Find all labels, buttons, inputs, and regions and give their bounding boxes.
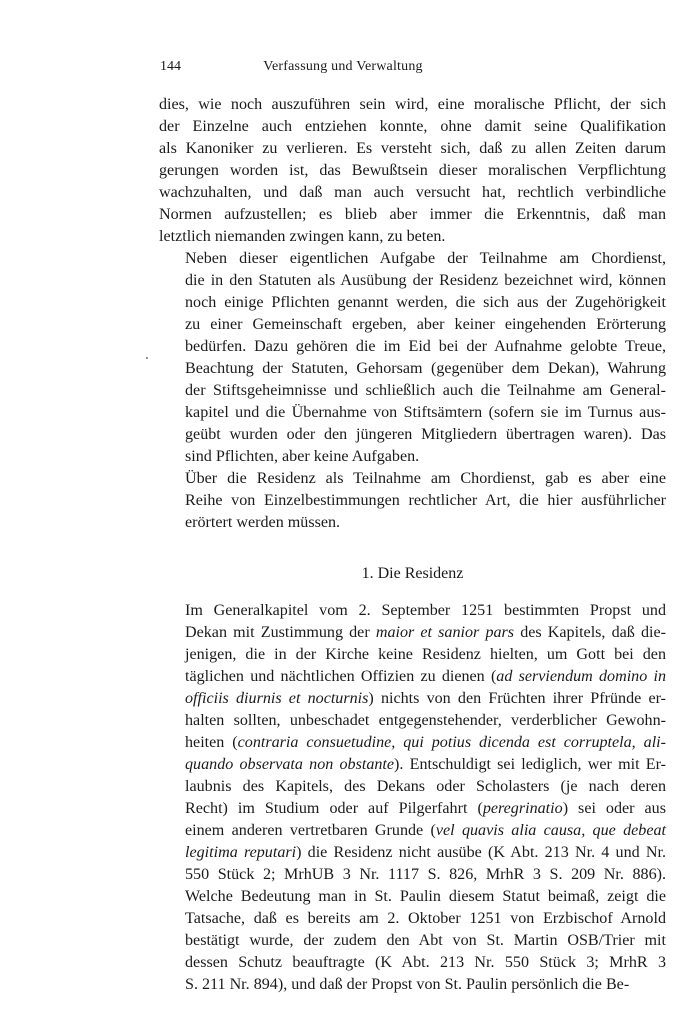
- text-line: wachzuhalten, und daß man auch versucht hat, rechtlich verbindliche: [159, 184, 666, 201]
- paragraph-general-chapter: [159, 600, 666, 996]
- text-line: S. 211 Nr. 894), und daß der Propst von St. Paulin persönlich die Be-: [185, 976, 630, 993]
- latin-quotation: contraria consuetudine, qui potius dicenda est corruptela, ali-: [237, 734, 666, 751]
- text-line: der Einzelne auch entziehen konnte, ohne damit seine Qualifikation: [159, 118, 666, 135]
- text-line: dessen Schutz beauftragte (K Abt. 213 Nr. 550 Stück 3; MrhR 3: [185, 954, 666, 971]
- text-line: bestätigt wurde, der zudem den Abt von St. Martin OSB/Trier mit: [185, 932, 666, 949]
- text-line: Tatsache, daß es bereits am 2. Oktober 1251 von Erzbischof Arnold: [185, 910, 666, 927]
- paragraph-continued: [159, 94, 666, 248]
- text-line: erörtert werden müssen.: [185, 514, 341, 531]
- text-line: bedürfen. Dazu gehören die im Eid bei der Aufnahme gelobte Treue,: [185, 338, 666, 355]
- latin-quotation: maior et sanior pars: [375, 624, 515, 641]
- text-line: Neben dieser eigentlichen Aufgabe der Teilnahme am Chordienst,: [185, 250, 666, 267]
- margin-dot: [146, 357, 148, 359]
- text-line: heiten (contraria consuetudine, qui potius dicenda est corruptela, ali-: [185, 734, 666, 751]
- text-line: die in den Statuten als Ausübung der Residenz bezeichnet wird, können: [185, 272, 666, 289]
- text-line: noch einige Pflichten genannt werden, die sich aus der Zugehörigkeit: [185, 294, 666, 311]
- text-line: Im Generalkapitel vom 2. September 1251 bestimmten Propst und: [185, 602, 666, 619]
- text-line: Welche Bedeutung man in St. Paulin diesem Statut beimaß, zeigt die: [185, 888, 666, 905]
- text-line: kapitel und die Übernahme von Stiftsämtern (sofern sie im Turnus aus-: [185, 404, 666, 421]
- text-line: quando observata non obstante). Entschuldigt sei lediglich, wer mit Er-: [185, 756, 666, 773]
- main-text: [159, 94, 666, 996]
- text-line: jenigen, die in der Kirche keine Residenz hielten, um Gott bei den: [185, 646, 666, 663]
- text-line: täglichen und nächtlichen Offizien zu dienen (ad serviendum domino in: [185, 668, 666, 685]
- text-line: einem anderen vertretbaren Grunde (vel quavis alia causa, que debeat: [185, 822, 666, 839]
- text-line: Reihe von Einzelbestimmungen rechtlicher Art, die hier ausführlicher: [185, 492, 666, 509]
- latin-quotation: officiis diurnis et nocturnis: [185, 690, 369, 707]
- text-line: legitima reputari) die Residenz nicht ausübe (K Abt. 213 Nr. 4 und Nr.: [185, 844, 666, 861]
- text-line: letztlich niemanden zwingen kann, zu beten.: [159, 228, 446, 245]
- text-line: dies, wie noch auszuführen sein wird, eine moralische Pflicht, der sich: [159, 96, 666, 113]
- text-line: Recht) im Studium oder auf Pilgerfahrt (peregrinatio) sei oder aus: [185, 800, 666, 817]
- page-number: 144: [160, 59, 181, 74]
- text-line: laubnis des Kapitels, des Dekans oder Scholasters (je nach deren: [185, 778, 666, 795]
- text-line: Normen aufzustellen; es blieb aber immer die Erkenntnis, daß man: [159, 206, 666, 223]
- latin-quotation: vel quavis alia causa, que debeat: [435, 822, 666, 839]
- running-title: Verfassung und Verwaltung: [263, 59, 423, 74]
- text-line: halten sollten, unbeschadet entgegenstehender, verderblicher Gewohn-: [185, 712, 666, 729]
- text-line: Dekan mit Zustimmung der maior et sanior pars des Kapitels, daß die-: [185, 624, 666, 641]
- paragraph-residence-intro: [159, 468, 666, 534]
- text-line: geübt wurden oder den jüngeren Mitgliedern übertragen waren). Das: [185, 426, 666, 443]
- text-line: 550 Stück 2; MrhUB 3 Nr. 1117 S. 826, MrhR 3 S. 209 Nr. 886).: [185, 866, 666, 883]
- text-line: als Kanoniker zu verlieren. Es versteht sich, daß zu allen Zeiten darum: [159, 140, 666, 157]
- text-line: sind Pflichten, aber keine Aufgaben.: [185, 448, 420, 465]
- latin-quotation: peregrinatio: [482, 800, 563, 817]
- section-heading: 1. Die Residenz: [361, 565, 464, 582]
- text-line: officiis diurnis et nocturnis) nichts von den Früchten ihrer Pfründe er-: [185, 690, 666, 707]
- latin-quotation: ad serviendum domino in: [496, 668, 666, 685]
- text-line: Beachtung der Statuten, Gehorsam (gegenüber dem Dekan), Wahrung: [185, 360, 666, 377]
- text-line: der Stiftsgeheimnisse und schließlich auch die Teilnahme am General-: [185, 382, 666, 399]
- paragraph-duties: [159, 248, 666, 468]
- latin-quotation: legitima reputari: [185, 844, 297, 861]
- text-line: zu einer Gemeinschaft ergeben, aber keiner eingehenden Erörterung: [185, 316, 666, 333]
- text-line: gerungen worden ist, das Bewußtsein dieser moralischen Verpflichtung: [159, 162, 666, 179]
- latin-quotation: quando observata non obstante: [185, 756, 395, 773]
- text-line: Über die Residenz als Teilnahme am Chordienst, gab es aber eine: [185, 470, 666, 487]
